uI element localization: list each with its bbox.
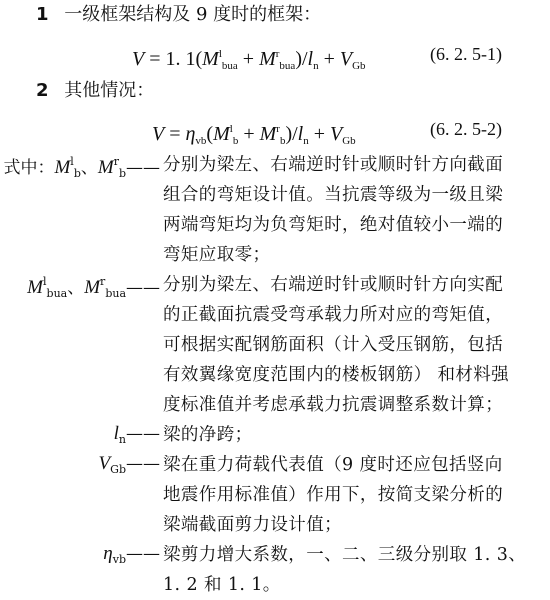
def-line: 1. 2 和 1. 1。 (163, 575, 281, 595)
def-line: 分别为梁左、右端逆时针或顺时针方向截面 (163, 155, 504, 175)
formula-6-2-5-2: $V = \eta_{vb}(M^l_b + M^r_b)/l_n + V_{Gb}$ (152, 123, 356, 147)
def-1-text (163, 150, 547, 270)
def-line: 的正截面抗震受弯承载力所对应的弯矩值， (163, 305, 504, 325)
def-3-text (163, 420, 547, 450)
formula-6-2-5-2-number: (6. 2. 5-2) (430, 119, 502, 139)
def-line: 分别为梁左、右端逆时针或顺时针方向实配 (163, 275, 504, 295)
def-line: 度标准值并考虑承载力抗震调整系数计算； (163, 395, 504, 415)
def-4-symbols: $V_{Gb}——$ (98, 453, 160, 476)
item-1-text: 一级框架结构及 9 度时的框架： (64, 4, 322, 25)
def-5-text (163, 540, 547, 600)
def-2-dash: —— (126, 278, 160, 298)
item-2 (36, 79, 154, 103)
def-line: 弯矩应取零； (163, 245, 271, 265)
def-4-dash: —— (126, 454, 160, 474)
item-2-text: 其他情况： (64, 80, 155, 101)
def-line: 梁的净跨； (163, 425, 253, 445)
def-1-dash: —— (126, 158, 160, 178)
def-line: 梁端截面剪力设计值； (163, 515, 342, 535)
def-2-symbols: $M^l_{bua}$、$M^r_{bua}——$ (27, 275, 160, 300)
def-line: 可根据实配钢筋面积（计入受压钢筋，包括 (163, 335, 504, 355)
item-2-number: 2 (36, 80, 49, 101)
item-1-number: 1 (36, 4, 49, 25)
def-2-text (163, 270, 547, 420)
def-line: 梁在重力荷载代表值（9 度时还应包括竖向 (163, 455, 503, 475)
def-3-symbols: $l_n——$ (113, 423, 160, 446)
def-3-dash: —— (126, 424, 160, 444)
def-line: 梁剪力增大系数，一、二、三级分别取 1. 3、 (163, 545, 527, 565)
def-1-symbols: 式中：$M^l_b$、$M^r_b——$ (3, 155, 160, 180)
def-5-symbols: $\eta_{vb}——$ (103, 543, 160, 566)
def-4-text (163, 450, 547, 540)
def-line: 地震作用标准值）作用下，按简支梁分析的 (163, 485, 504, 505)
def-line: 组合的弯矩设计值。当抗震等级为一级且梁 (163, 185, 504, 205)
def-line: 两端弯矩均为负弯矩时，绝对值较小一端的 (163, 215, 504, 235)
formula-6-2-5-1-number: (6. 2. 5-1) (430, 44, 502, 64)
formula-6-2-5-1: V = 1. $1(M^l_{bua} + M^r_{bua})/l_n + V_{Gb}$ (132, 48, 366, 72)
def-line: 有效翼缘宽度范围内的楼板钢筋） 和材料强 (163, 365, 510, 385)
def-5-dash: —— (126, 544, 160, 564)
where-label: 式中： (3, 158, 55, 178)
item-1 (36, 3, 321, 27)
